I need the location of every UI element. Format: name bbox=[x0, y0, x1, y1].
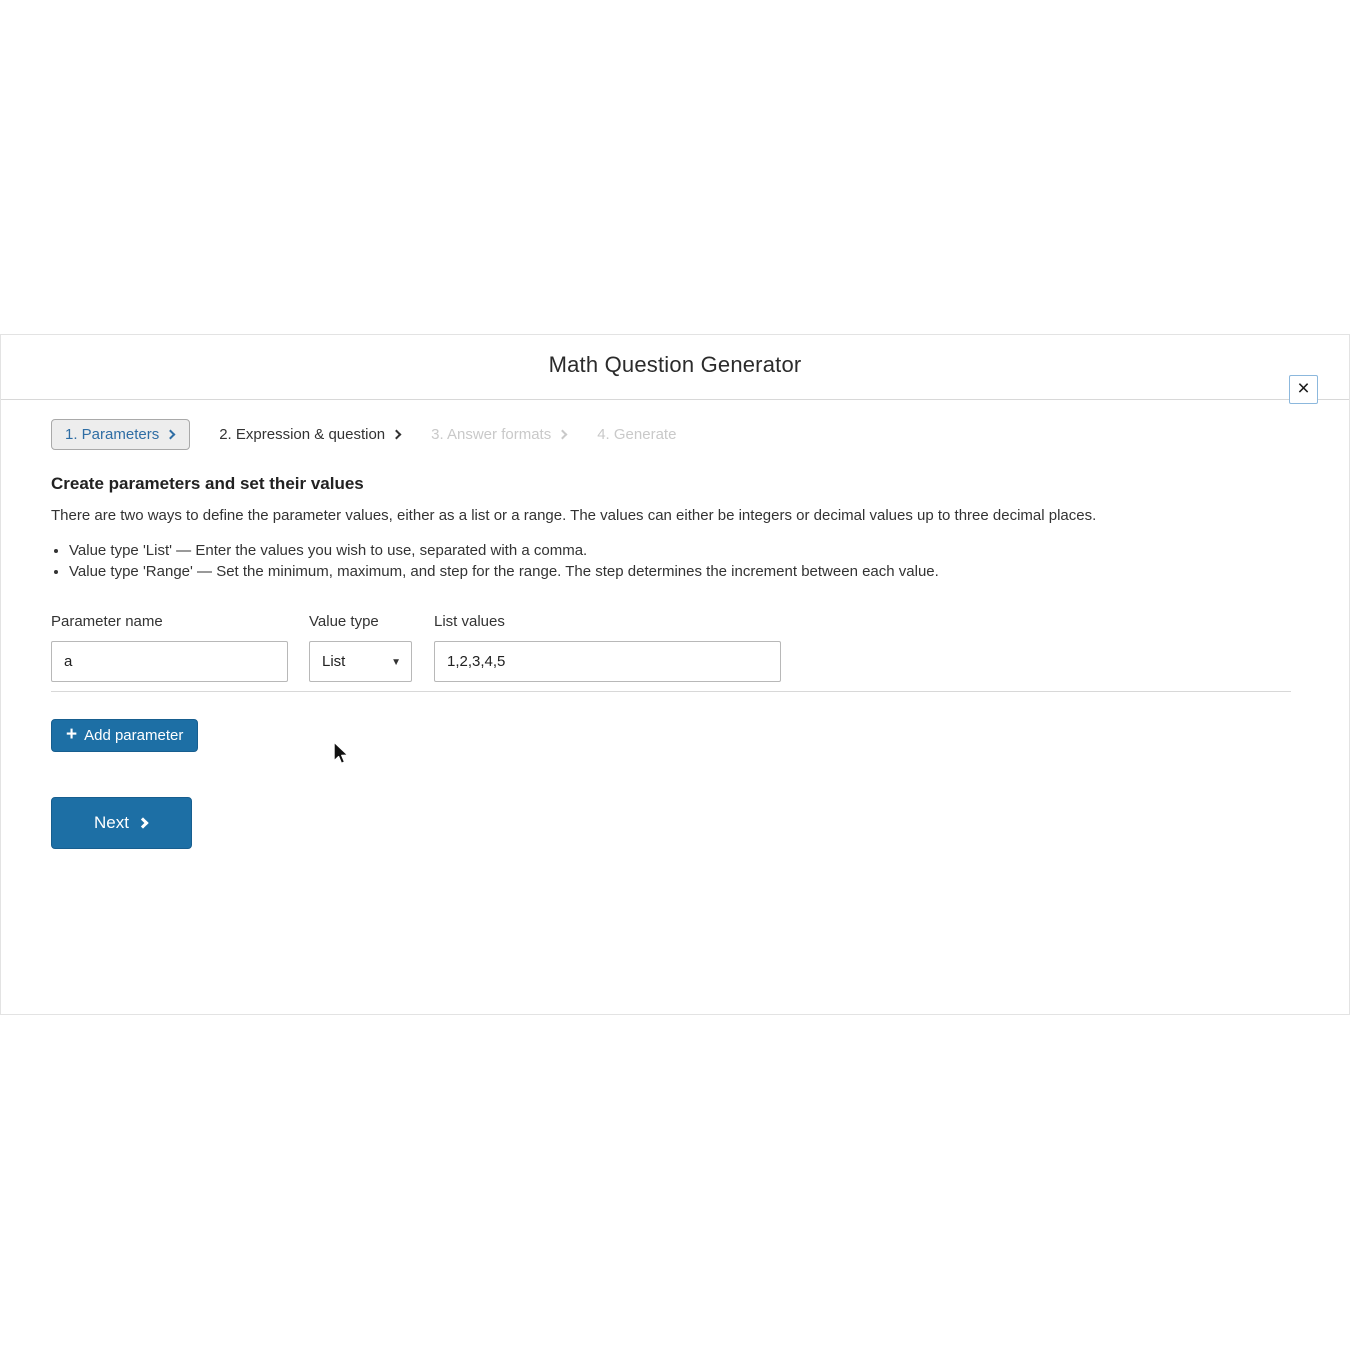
step-tab-label: 3. Answer formats bbox=[431, 425, 552, 443]
step-tab-generate bbox=[597, 426, 676, 443]
chevron-right-icon bbox=[392, 429, 402, 439]
value-type-field-group bbox=[309, 613, 412, 682]
plus-icon: + bbox=[66, 724, 78, 745]
list-values-label: List values bbox=[434, 613, 505, 630]
chevron-right-icon bbox=[137, 817, 148, 828]
close-icon: × bbox=[1297, 377, 1310, 400]
add-parameter-label: Add parameter bbox=[84, 727, 184, 744]
value-type-select[interactable] bbox=[309, 641, 412, 682]
chevron-right-icon bbox=[166, 429, 176, 439]
list-values-input[interactable] bbox=[434, 641, 781, 682]
bullet-list-item: • Value type 'Range' — Set the minimum, maximum, and step for the range. The step determines the increment between each value. bbox=[69, 561, 1349, 582]
parameter-row bbox=[51, 613, 1349, 682]
caret-down-icon: ▼ bbox=[391, 657, 401, 668]
step-tab-answer-formats bbox=[431, 426, 568, 443]
next-button[interactable] bbox=[51, 797, 192, 849]
dialog-header bbox=[1, 335, 1349, 400]
section-heading: Create parameters and set their values bbox=[51, 474, 364, 493]
next-label: Next bbox=[94, 813, 129, 832]
dialog-title: Math Question Generator bbox=[548, 352, 802, 377]
dialog-body bbox=[1, 474, 1349, 849]
parameter-name-field-group bbox=[51, 613, 288, 682]
step-tab-label: 1. Parameters bbox=[65, 425, 160, 443]
add-parameter-button[interactable] bbox=[51, 719, 198, 752]
parameter-name-label: Parameter name bbox=[51, 613, 163, 630]
step-tab-label: 4. Generate bbox=[597, 425, 677, 443]
list-values-field-group bbox=[434, 613, 781, 682]
parameter-name-input[interactable] bbox=[51, 641, 288, 682]
math-question-generator-dialog bbox=[0, 334, 1350, 1015]
close-button[interactable] bbox=[1289, 375, 1318, 404]
step-nav bbox=[51, 418, 1349, 450]
step-tab-label: 2. Expression & question bbox=[219, 425, 386, 443]
intro-text: There are two ways to define the parameter values, either as a list or a range. The values can either be integers or decimal values up to three decimal places. bbox=[51, 507, 1097, 524]
value-type-label: Value type bbox=[309, 613, 379, 630]
step-tab-expression-question[interactable] bbox=[219, 426, 402, 443]
step-tab-parameters[interactable] bbox=[51, 419, 190, 450]
value-type-bullet-list bbox=[69, 540, 1349, 582]
chevron-right-icon bbox=[558, 429, 568, 439]
row-divider bbox=[51, 691, 1291, 692]
bullet-list-item: • Value type 'List' — Enter the values you wish to use, separated with a comma. bbox=[69, 540, 1349, 561]
